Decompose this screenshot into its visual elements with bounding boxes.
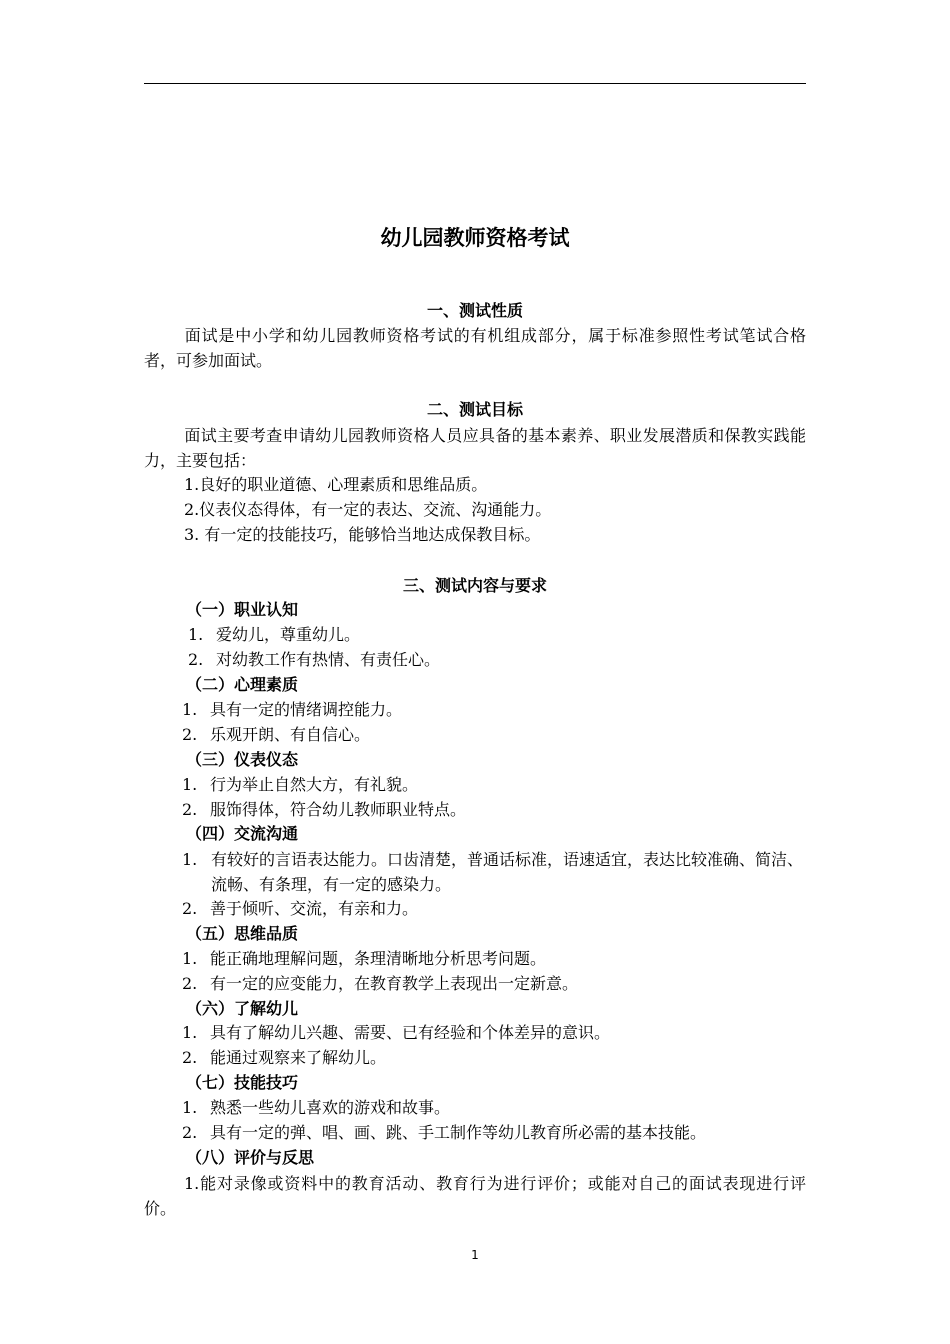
list-item: 1. 熟悉一些幼儿喜欢的游戏和故事。 [182, 1098, 451, 1117]
list-item: 2. 对幼教工作有热情、有责任心。 [188, 650, 441, 669]
list-item: 1.良好的职业道德、心理素质和思维品质。 [184, 475, 488, 494]
section-1-paragraph: 面试是中小学和幼儿园教师资格考试的有机组成部分，属于标准参照性考试笔试合格者，可参加面试。 [144, 326, 806, 370]
subsection-title: （三）仪表仪态 [186, 750, 299, 769]
list-item: 3. 有一定的技能技巧，能够恰当地达成保教目标。 [184, 525, 541, 544]
list-item: 2. 具有一定的弹、唱、画、跳、手工制作等幼儿教育所必需的基本技能。 [182, 1123, 707, 1142]
subsection-title: （二）心理素质 [186, 675, 299, 694]
section-heading-1: 一、测试性质 [426, 301, 523, 320]
subsection-title: （六）了解幼儿 [186, 999, 299, 1018]
list-item: 2. 服饰得体，符合幼儿教师职业特点。 [182, 800, 467, 819]
list-item: 1. 能正确地理解问题，条理清晰地分析思考问题。 [182, 949, 547, 968]
list-item: 2. 有一定的应变能力，在教育教学上表现出一定新意。 [182, 974, 579, 993]
subsection-title: （八）评价与反思 [186, 1148, 315, 1167]
subsection-title: （五）思维品质 [186, 924, 299, 943]
section-heading-2: 二、测试目标 [426, 400, 523, 419]
section-2-paragraph: 面试主要考查申请幼儿园教师资格人员应具备的基本素养、职业发展潜质和保教实践能力，主要包括： [144, 426, 806, 470]
subsection-title: （七）技能技巧 [186, 1073, 299, 1092]
section-heading-3: 三、测试内容与要求 [402, 576, 547, 595]
list-item: 2. 善于倾听、交流，有亲和力。 [182, 899, 419, 918]
list-item: 1. 具有了解幼儿兴趣、需要、已有经验和个体差异的意识。 [182, 1023, 611, 1042]
list-item: 1. 爱幼儿，尊重幼儿。 [188, 625, 361, 644]
list-item: 2. 乐观开朗、有自信心。 [182, 725, 371, 744]
subsection-title: （一）职业认知 [186, 600, 299, 619]
list-item: 2. 能通过观察来了解幼儿。 [182, 1048, 387, 1067]
document-title: 幼儿园教师资格考试 [380, 225, 570, 250]
list-item: 1. 行为举止自然大方，有礼貌。 [182, 775, 419, 794]
subsection-title: （四）交流沟通 [186, 824, 299, 843]
list-item: 1. 具有一定的情绪调控能力。 [182, 700, 403, 719]
list-item: 1.能对录像或资料中的教育活动、教育行为进行评价；或能对自己的面试表现进行评价。 [144, 1174, 806, 1218]
list-item: 1. 有较好的言语表达能力。口齿清楚，普通话标准，语速适宜，表达比较准确、简洁、流畅、有条理，有一定的感染力。 [182, 850, 804, 894]
header-rule [144, 83, 806, 84]
list-item: 2.仪表仪态得体，有一定的表达、交流、沟通能力。 [184, 500, 552, 519]
page-number: 1 [471, 1248, 479, 1262]
